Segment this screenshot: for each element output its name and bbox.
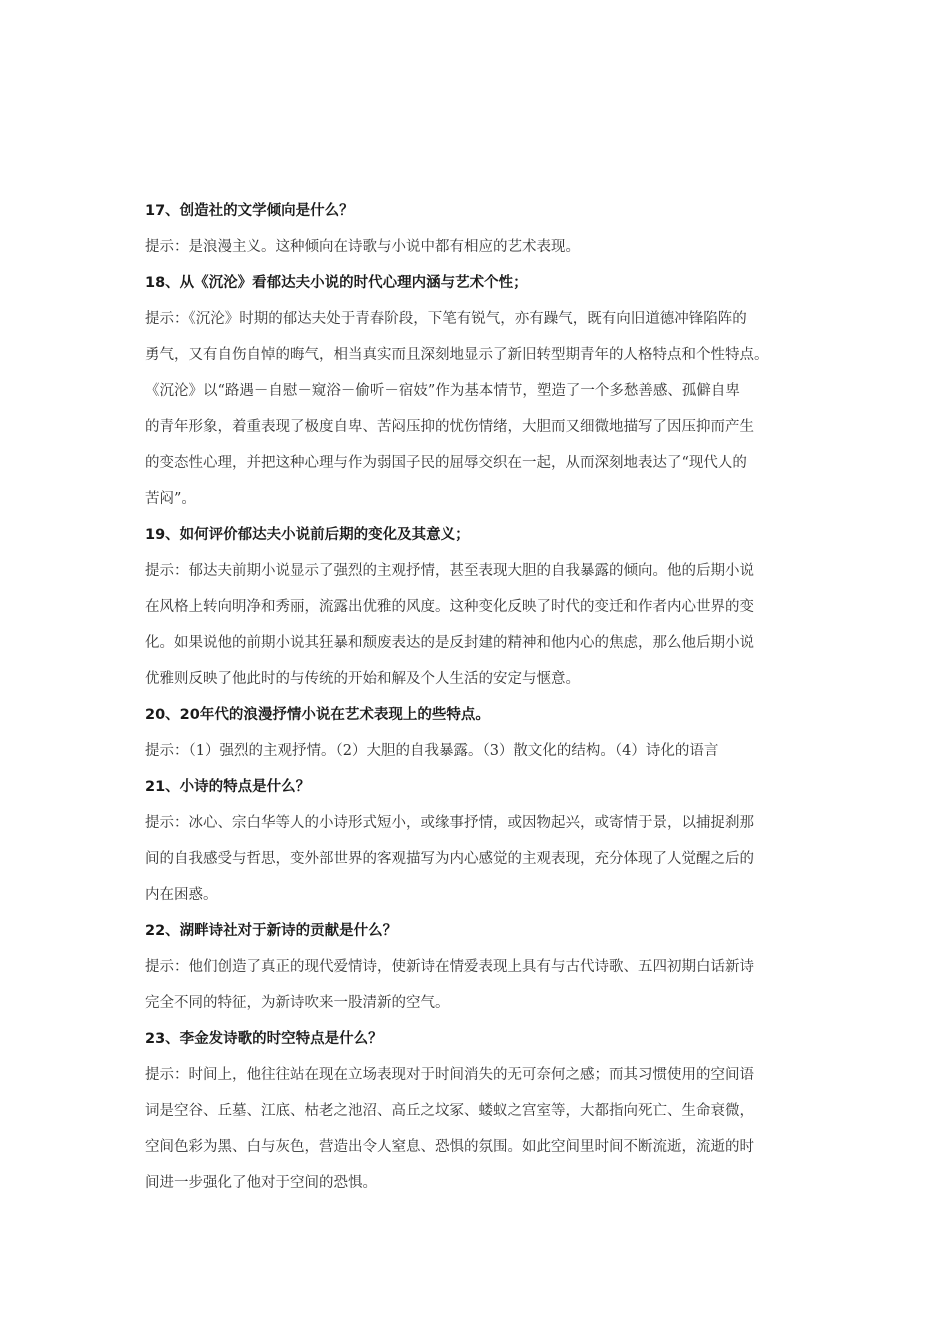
answer-line: 的青年形象，着重表现了极度自卑、苦闷压抑的忧伤情绪，大胆而又细微地描写了因压抑而产生 bbox=[145, 419, 754, 435]
answer-line: 在风格上转向明净和秀丽，流露出优雅的风度。这种变化反映了时代的变迁和作者内心世界的变 bbox=[145, 599, 754, 615]
answer-line: 提示：郁达夫前期小说显示了强烈的主观抒情，甚至表现大胆的自我暴露的倾向。他的后期小说 bbox=[145, 563, 754, 579]
answer-line: 《沉沦》以“路遇－自慰－窥浴－偷听－宿妓”作为基本情节，塑造了一个多愁善感、孤僻自卑 bbox=[145, 383, 740, 399]
qa-item-20 bbox=[145, 697, 811, 769]
qa-item-19 bbox=[145, 517, 811, 697]
answer-line: 提示：冰心、宗白华等人的小诗形式短小，或缘事抒情，或因物起兴，或寄情于景，以捕捉刹那 bbox=[145, 815, 754, 831]
question-heading: 22、湖畔诗社对于新诗的贡献是什么？ bbox=[145, 923, 398, 939]
answer-line: 内在困惑。 bbox=[145, 887, 218, 903]
answer-line: 勇气，又有自伤自悼的晦气，相当真实而且深刻地显示了新旧转型期青年的人格特点和个性特点。 bbox=[145, 347, 769, 363]
answer-line: 提示：（1）强烈的主观抒情。（2）大胆的自我暴露。（3）散文化的结构。（4）诗化的语言 bbox=[145, 743, 719, 759]
question-heading: 23、李金发诗歌的时空特点是什么？ bbox=[145, 1031, 383, 1047]
document-content bbox=[145, 193, 811, 1201]
answer-paragraph bbox=[145, 733, 811, 769]
qa-item-22 bbox=[145, 913, 811, 1021]
question-heading: 19、如何评价郁达夫小说前后期的变化及其意义； bbox=[145, 527, 470, 543]
answer-line: 提示：他们创造了真正的现代爱情诗，使新诗在情爱表现上具有与古代诗歌、五四初期白话新诗 bbox=[145, 959, 754, 975]
answer-paragraph bbox=[145, 805, 811, 913]
question-heading: 21、小诗的特点是什么？ bbox=[145, 779, 311, 795]
answer-line: 完全不同的特征，为新诗吹来一股清新的空气。 bbox=[145, 995, 450, 1011]
qa-item-23 bbox=[145, 1021, 811, 1201]
answer-paragraph bbox=[145, 1057, 811, 1201]
answer-paragraph bbox=[145, 229, 811, 265]
answer-line: 优雅则反映了他此时的与传统的开始和解及个人生活的安定与惬意。 bbox=[145, 671, 580, 687]
answer-line: 苦闷”。 bbox=[145, 491, 196, 507]
answer-line: 化。如果说他的前期小说其狂暴和颓废表达的是反封建的精神和他内心的焦虑，那么他后期小说 bbox=[145, 635, 754, 651]
answer-line: 的变态性心理，并把这种心理与作为弱国子民的屈辱交织在一起，从而深刻地表达了“现代人的 bbox=[145, 455, 747, 471]
answer-line: 提示：时间上，他往往站在现在立场表现对于时间消失的无可奈何之感；而其习惯使用的空间语 bbox=[145, 1067, 754, 1083]
answer-line: 提示：《沉沦》时期的郁达夫处于青春阶段，下笔有锐气，亦有躁气，既有向旧道德冲锋陷阵的 bbox=[145, 311, 747, 327]
answer-line: 间的自我感受与哲思，变外部世界的客观描写为内心感觉的主观表现，充分体现了人觉醒之后的 bbox=[145, 851, 754, 867]
answer-paragraph bbox=[145, 553, 811, 697]
qa-item-18 bbox=[145, 265, 811, 517]
answer-line: 间进一步强化了他对于空间的恐惧。 bbox=[145, 1175, 377, 1191]
answer-paragraph bbox=[145, 949, 811, 1021]
answer-line: 提示：是浪漫主义。这种倾向在诗歌与小说中都有相应的艺术表现。 bbox=[145, 239, 580, 255]
answer-paragraph bbox=[145, 301, 811, 517]
answer-line: 词是空谷、丘墓、江底、枯老之池沼、高丘之坟冢、蝼蚁之宫室等，大都指向死亡、生命衰微， bbox=[145, 1103, 754, 1119]
answer-line: 空间色彩为黑、白与灰色，营造出令人窒息、恐惧的氛围。如此空间里时间不断流逝，流逝的时 bbox=[145, 1139, 754, 1155]
question-heading: 17、创造社的文学倾向是什么？ bbox=[145, 203, 354, 219]
qa-item-17 bbox=[145, 193, 811, 265]
question-heading: 18、从《沉沦》看郁达夫小说的时代心理内涵与艺术个性； bbox=[145, 275, 528, 291]
question-heading: 20、20年代的浪漫抒情小说在艺术表现上的些特点。 bbox=[145, 707, 490, 723]
qa-item-21 bbox=[145, 769, 811, 913]
